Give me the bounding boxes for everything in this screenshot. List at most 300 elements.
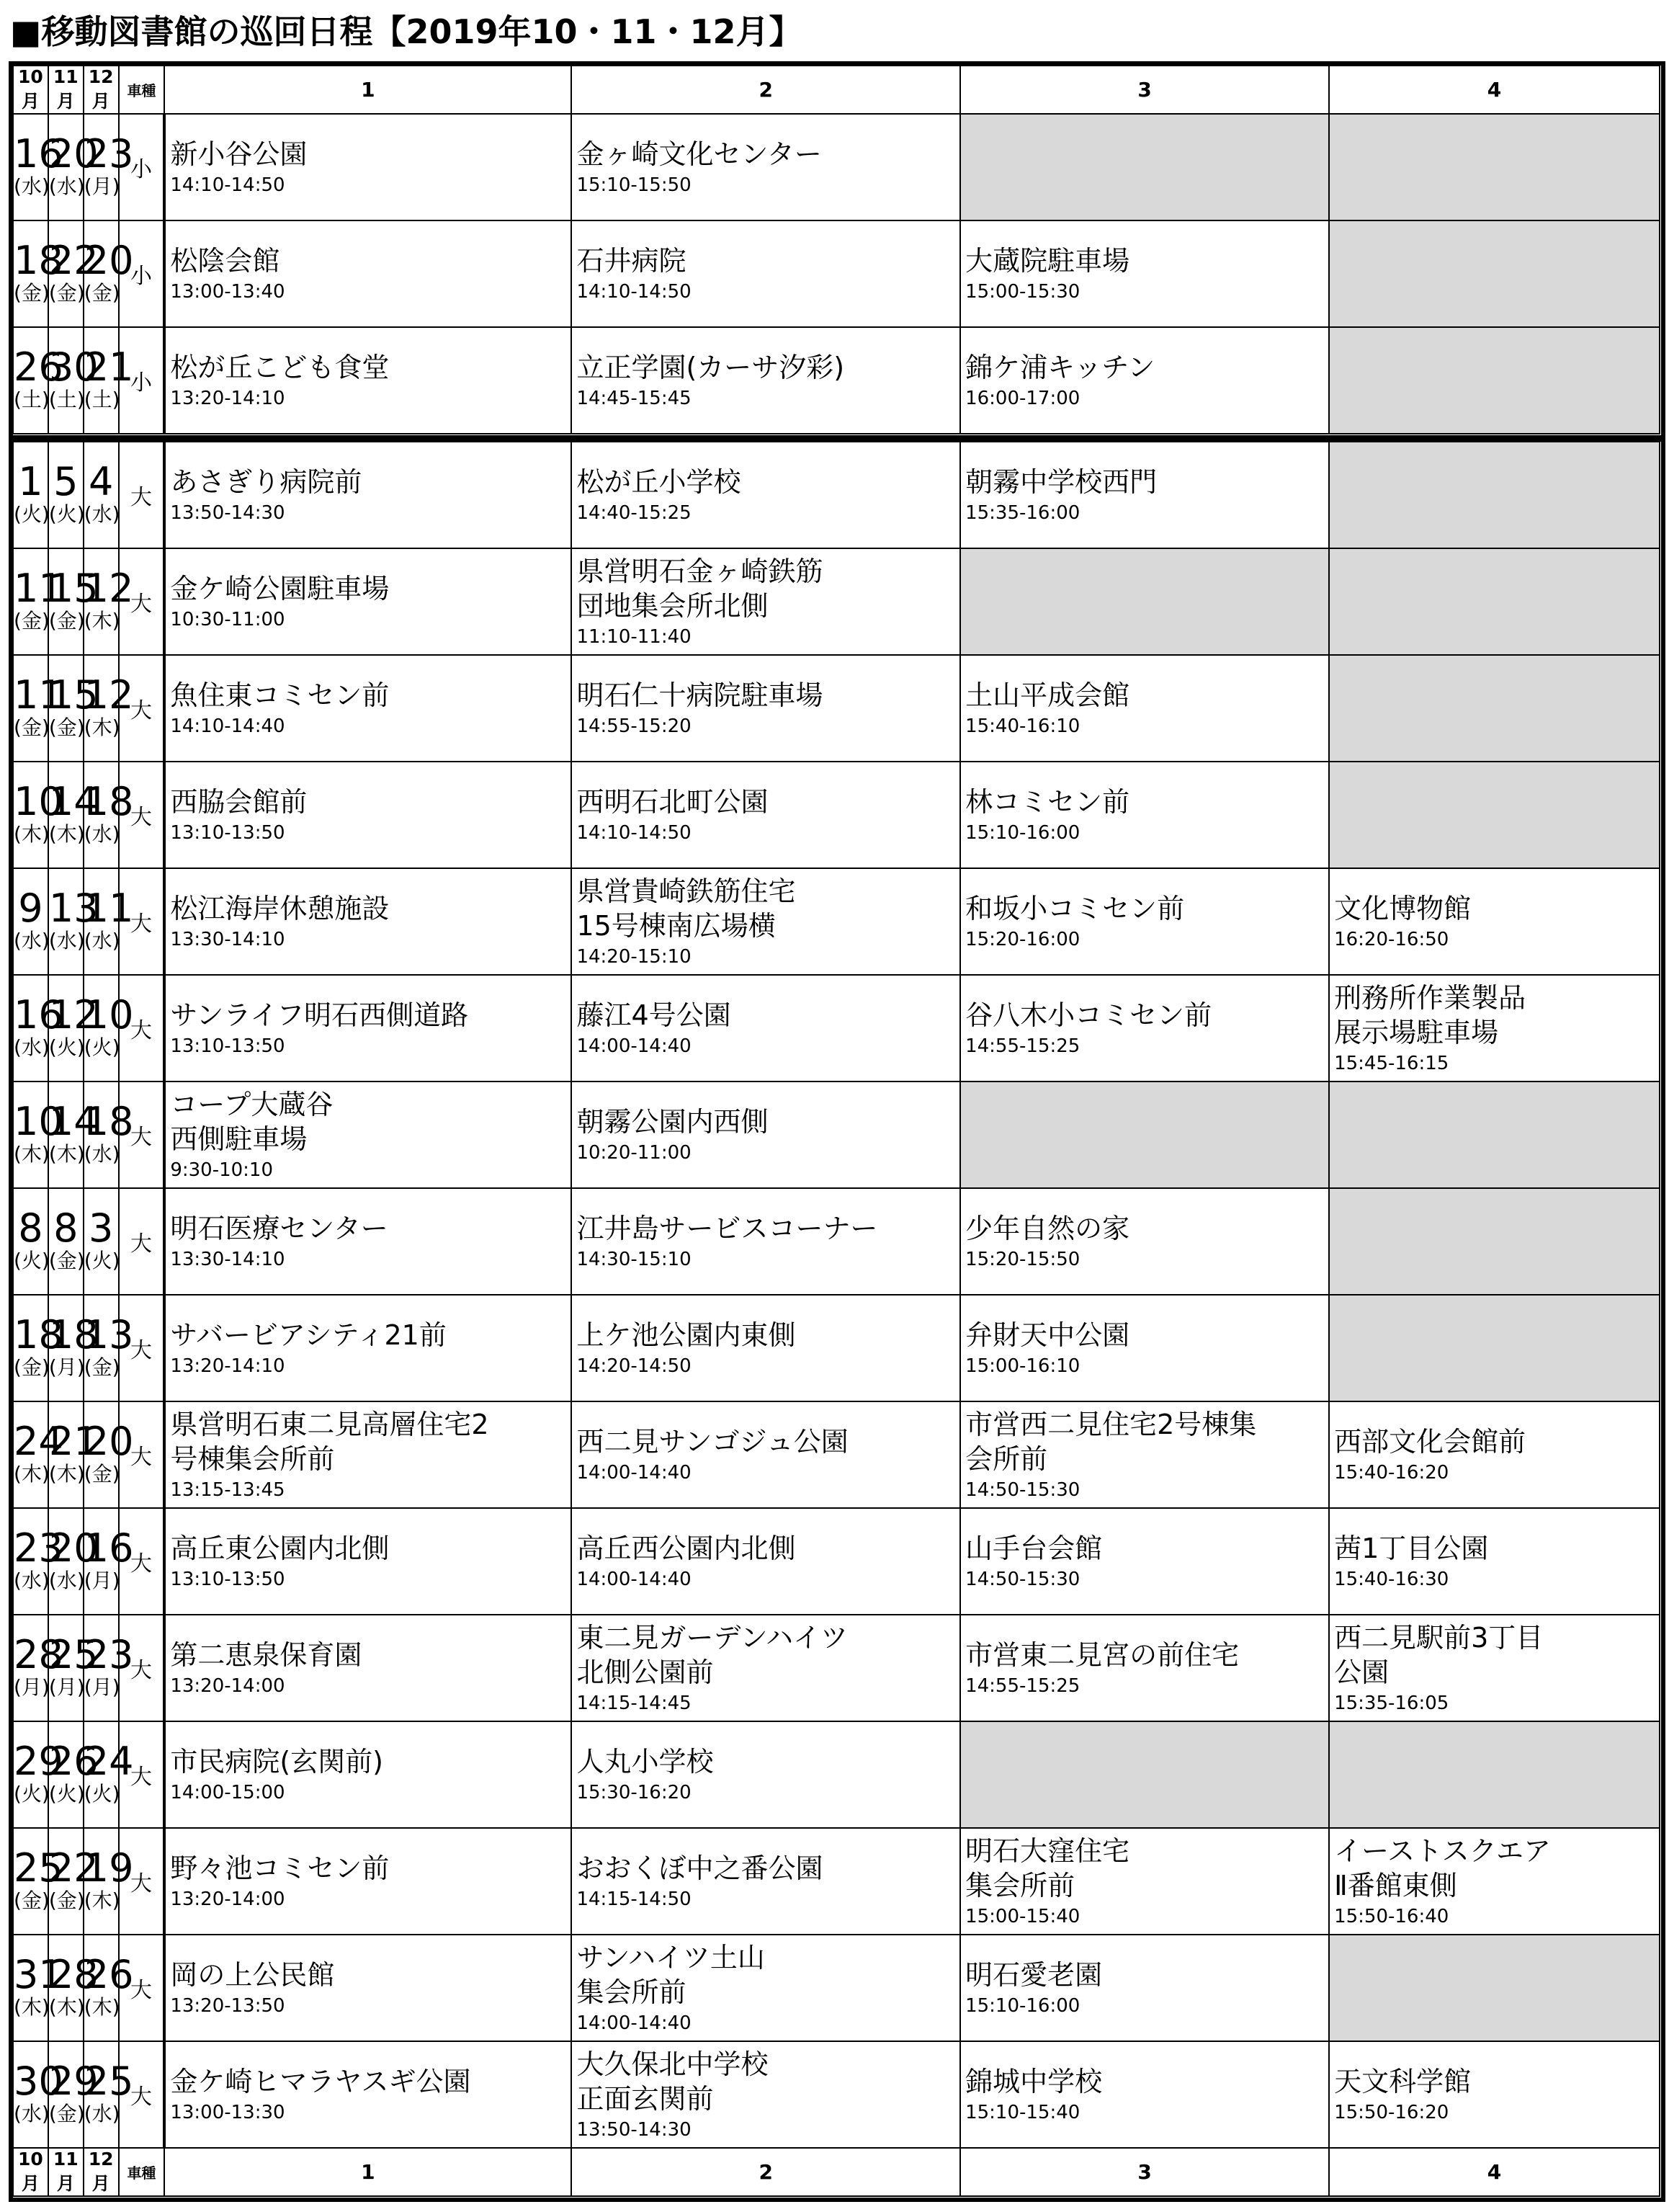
date-cell <box>13 1935 63 2041</box>
stop-time: 13:10-13:50 <box>170 822 285 844</box>
date-cell <box>13 1721 63 1828</box>
stop-name: 第二恵泉保育園 <box>170 1639 362 1671</box>
day-number: 18 <box>14 1312 63 1357</box>
stop-time: 14:10-14:50 <box>576 822 692 844</box>
stop-time: 14:15-14:50 <box>576 1888 692 1910</box>
vehicle-type: 大 <box>119 1721 165 1828</box>
date-cell <box>13 1615 63 1721</box>
stop-cell <box>164 1828 571 1935</box>
stop-name: 朝霧公園内西側 <box>576 1106 769 1138</box>
vehicle-type: 大 <box>119 1188 165 1295</box>
day-number: 8 <box>18 1205 43 1251</box>
day-number: 26 <box>84 1952 134 1997</box>
stop-name: 大久保北中学校 正面玄関前 <box>576 2048 769 2115</box>
day-number: 19 <box>84 1845 134 1891</box>
empty-stop-cell <box>960 548 1329 655</box>
stop-cell <box>571 1615 960 1721</box>
stop-cell <box>960 442 1329 548</box>
day-number: 4 <box>88 459 114 504</box>
date-cell <box>13 1295 63 1401</box>
stop-name: 市営西二見住宅2号棟集 会所前 <box>965 1409 1257 1475</box>
stop-time: 14:00-14:40 <box>576 2012 692 2034</box>
weekday: (木) <box>14 1462 50 1486</box>
date-cell <box>84 1615 134 1721</box>
schedule-row <box>13 868 1660 975</box>
stop-time: 13:00-13:30 <box>170 2102 285 2123</box>
stop-time: 15:40-16:10 <box>965 715 1080 737</box>
day-number: 18 <box>48 1312 99 1357</box>
stop-cell <box>164 1188 571 1295</box>
stop-name: 新小谷公園 <box>170 138 308 170</box>
stop-time: 15:20-16:00 <box>965 929 1080 950</box>
day-number: 24 <box>84 1739 134 1784</box>
weekday: (水) <box>84 502 120 526</box>
weekday: (火) <box>14 502 50 526</box>
stop-cell <box>960 975 1329 1082</box>
stop-name: 和坂小コミセン前 <box>965 893 1185 924</box>
stop-time: 13:00-13:40 <box>170 281 285 303</box>
stop-cell <box>1329 1401 1660 1508</box>
weekday: (月) <box>84 1569 120 1592</box>
day-number: 12 <box>84 672 134 718</box>
weekday: (水) <box>14 1569 50 1592</box>
slot-header: 4 <box>1329 66 1660 114</box>
schedule-row <box>13 1721 1660 1828</box>
day-number: 10 <box>14 779 63 824</box>
stop-cell <box>571 1295 960 1401</box>
stop-time: 14:00-14:40 <box>576 1462 692 1484</box>
weekday: (火) <box>48 502 85 526</box>
date-cell <box>84 1082 134 1188</box>
slot-header: 2 <box>571 66 960 114</box>
date-cell <box>48 442 84 548</box>
day-number: 12 <box>48 992 99 1038</box>
date-cell <box>84 1828 134 1935</box>
day-number: 22 <box>48 238 99 283</box>
schedule-row <box>13 548 1660 655</box>
stop-name: 明石愛老園 <box>965 1959 1103 1991</box>
schedule-row <box>13 975 1660 1082</box>
stop-cell <box>1329 1615 1660 1721</box>
stop-name: 明石仁十病院駐車場 <box>576 679 823 711</box>
weekday: (水) <box>14 174 50 198</box>
weekday: (金) <box>48 281 85 305</box>
stop-cell <box>960 2041 1329 2148</box>
stop-cell <box>164 1082 571 1188</box>
stop-cell <box>164 1721 571 1828</box>
day-number: 13 <box>48 886 99 931</box>
weekday: (水) <box>14 1035 50 1059</box>
stop-time: 14:55-15:25 <box>965 1035 1080 1057</box>
stop-cell <box>164 2041 571 2148</box>
stop-cell <box>164 1615 571 1721</box>
stop-name: 人丸小学校 <box>576 1746 714 1778</box>
weekday: (木) <box>84 715 120 739</box>
date-cell <box>84 1508 134 1615</box>
weekday: (木) <box>48 822 85 846</box>
vehicle-type: 小 <box>119 327 165 434</box>
stop-name: あさぎり病院前 <box>170 466 362 498</box>
date-cell <box>13 442 48 548</box>
weekday: (水) <box>48 929 85 953</box>
stop-time: 14:00-15:00 <box>170 1782 285 1803</box>
slot-header: 1 <box>164 66 571 114</box>
date-cell <box>84 1721 134 1828</box>
date-cell <box>48 1721 99 1828</box>
stop-cell <box>571 114 960 220</box>
stop-cell <box>571 548 960 655</box>
stop-name: 西部文化会館前 <box>1334 1426 1526 1458</box>
slot-header: 3 <box>960 66 1329 114</box>
day-number: 25 <box>84 2059 134 2104</box>
schedule-table-large-vehicle <box>12 441 1660 2197</box>
stop-cell <box>571 220 960 327</box>
day-number: 11 <box>14 672 63 718</box>
stop-cell <box>960 868 1329 975</box>
day-number: 20 <box>48 1525 99 1571</box>
stop-cell <box>164 655 571 762</box>
stop-cell <box>571 762 960 868</box>
stop-time: 15:40-16:30 <box>1334 1569 1449 1590</box>
page-title: ■移動図書館の巡回日程【2019年10・11・12月】 <box>10 12 802 51</box>
stop-cell <box>164 220 571 327</box>
stop-name: 金ケ崎公園駐車場 <box>170 573 390 605</box>
slot-header: 1 <box>164 2148 571 2196</box>
stop-name: 上ケ池公園内東側 <box>576 1319 796 1351</box>
schedule-row <box>13 1082 1660 1188</box>
date-cell <box>84 442 119 548</box>
day-number: 15 <box>48 566 99 611</box>
schedule-row <box>13 2041 1660 2148</box>
weekday: (水) <box>14 2102 50 2126</box>
day-number: 13 <box>84 1312 134 1357</box>
weekday: (水) <box>84 929 120 953</box>
date-cell <box>48 1082 99 1188</box>
stop-cell <box>164 1401 571 1508</box>
day-number: 21 <box>48 1419 99 1464</box>
stop-name: 県営明石東二見高層住宅2 号棟集会所前 <box>170 1409 489 1475</box>
stop-cell <box>960 327 1329 434</box>
stop-name: 西明石北町公園 <box>576 786 769 818</box>
weekday: (木) <box>48 1995 85 2019</box>
date-cell <box>13 1828 63 1935</box>
vehicle-type: 大 <box>119 442 165 548</box>
date-cell <box>84 1935 134 2041</box>
schedule-row <box>13 327 1660 434</box>
day-number: 18 <box>84 1099 134 1144</box>
stop-time: 13:20-14:10 <box>170 388 285 409</box>
stop-name: 魚住東コミセン前 <box>170 679 390 711</box>
stop-name: 明石医療センター <box>170 1213 388 1244</box>
date-cell <box>48 2041 99 2148</box>
schedule-table-small-vehicle <box>12 65 1660 434</box>
stop-time: 14:00-14:40 <box>576 1035 692 1057</box>
stop-time: 15:00-16:10 <box>965 1355 1080 1377</box>
stop-name: 岡の上公民館 <box>170 1959 335 1991</box>
day-number: 1 <box>18 459 43 504</box>
weekday: (木) <box>48 1462 85 1486</box>
vehicle-type: 大 <box>119 1508 165 1615</box>
stop-cell <box>960 220 1329 327</box>
stop-time: 15:35-16:00 <box>965 502 1080 524</box>
stop-cell <box>164 1935 571 2041</box>
stop-name: 松陰会館 <box>170 245 280 277</box>
stop-cell <box>1329 2041 1660 2148</box>
vehicle-header: 車種 <box>119 66 165 114</box>
weekday: (月) <box>84 174 120 198</box>
date-cell <box>84 868 134 975</box>
stop-time: 13:30-14:10 <box>170 929 285 950</box>
stop-time: 14:50-15:30 <box>965 1569 1080 1590</box>
weekday: (月) <box>48 1675 85 1699</box>
weekday: (金) <box>48 2102 85 2126</box>
stop-time: 15:40-16:20 <box>1334 1462 1449 1484</box>
day-number: 23 <box>84 131 134 177</box>
stop-time: 14:10-14:40 <box>170 715 285 737</box>
weekday: (土) <box>84 388 120 411</box>
stop-time: 10:30-11:00 <box>170 609 285 630</box>
weekday: (金) <box>14 715 50 739</box>
stop-name: 土山平成会館 <box>965 679 1130 711</box>
schedule-row <box>13 762 1660 868</box>
stop-name: 刑務所作業製品 展示場駐車場 <box>1334 982 1526 1048</box>
stop-time: 15:20-15:50 <box>965 1249 1080 1270</box>
stop-name: 松が丘小学校 <box>576 466 741 498</box>
weekday: (金) <box>48 609 85 633</box>
date-cell <box>13 975 63 1082</box>
day-number: 22 <box>48 1845 99 1891</box>
weekday: (金) <box>14 1888 50 1912</box>
day-number: 16 <box>14 131 63 177</box>
stop-name: 西脇会館前 <box>170 786 308 818</box>
day-number: 18 <box>14 238 63 283</box>
stop-cell <box>960 762 1329 868</box>
stop-cell <box>571 655 960 762</box>
stop-name: 大蔵院駐車場 <box>965 245 1130 277</box>
day-number: 20 <box>84 238 134 283</box>
stop-time: 16:20-16:50 <box>1334 929 1449 950</box>
date-cell <box>13 1188 48 1295</box>
stop-cell <box>571 2041 960 2148</box>
stop-cell <box>960 1401 1329 1508</box>
date-cell <box>13 114 63 220</box>
stop-name: 金ヶ崎文化センター <box>576 138 822 170</box>
schedule-row <box>13 220 1660 327</box>
empty-stop-cell <box>1329 548 1660 655</box>
stop-name: 西二見サンゴジュ公園 <box>576 1426 849 1458</box>
day-number: 28 <box>14 1632 63 1677</box>
top-header-row <box>13 66 1660 114</box>
stop-time: 15:50-16:20 <box>1334 2102 1449 2123</box>
stop-time: 13:30-14:10 <box>170 1249 285 1270</box>
vehicle-type: 大 <box>119 868 165 975</box>
day-number: 14 <box>48 779 99 824</box>
stop-cell <box>571 1935 960 2041</box>
empty-stop-cell <box>1329 762 1660 868</box>
stop-cell <box>571 1828 960 1935</box>
stop-time: 13:20-14:00 <box>170 1675 285 1697</box>
weekday: (土) <box>14 388 50 411</box>
stop-time: 14:45-15:45 <box>576 388 692 409</box>
stop-name: 金ケ崎ヒマラヤスギ公園 <box>170 2066 471 2097</box>
day-number: 30 <box>48 344 99 390</box>
weekday: (金) <box>14 1355 50 1379</box>
weekday: (木) <box>14 1995 50 2019</box>
vehicle-type: 大 <box>119 1615 165 1721</box>
stop-name: 西二見駅前3丁目 公園 <box>1334 1622 1544 1688</box>
day-number: 9 <box>18 886 43 931</box>
stop-cell <box>164 1295 571 1401</box>
stop-cell <box>960 655 1329 762</box>
stop-name: 山手台会館 <box>965 1533 1103 1564</box>
stop-name: 林コミセン前 <box>965 786 1130 818</box>
day-number: 5 <box>53 459 79 504</box>
stop-time: 9:30-10:10 <box>170 1159 274 1181</box>
stop-name: 松が丘こども食堂 <box>170 352 390 383</box>
date-cell <box>48 327 99 434</box>
day-number: 23 <box>84 1632 134 1677</box>
schedule-row <box>13 1188 1660 1295</box>
stop-cell <box>571 1082 960 1188</box>
weekday: (金) <box>48 715 85 739</box>
weekday: (火) <box>84 1035 120 1059</box>
stop-cell <box>1329 1828 1660 1935</box>
stop-cell <box>164 762 571 868</box>
stop-time: 14:10-14:50 <box>576 281 692 303</box>
date-cell <box>13 1082 63 1188</box>
stop-cell <box>1329 868 1660 975</box>
schedule-row <box>13 1828 1660 1935</box>
stop-time: 15:30-16:20 <box>576 1782 692 1803</box>
stop-name: 県営明石金ヶ崎鉄筋 団地集会所北側 <box>576 556 823 622</box>
date-cell <box>48 868 99 975</box>
weekday: (月) <box>14 1675 50 1699</box>
stop-cell <box>1329 1508 1660 1615</box>
stop-time: 13:20-14:00 <box>170 1888 285 1910</box>
stop-name: 朝霧中学校西門 <box>965 466 1158 498</box>
stop-cell <box>571 327 960 434</box>
date-cell <box>48 1615 99 1721</box>
schedule-row <box>13 655 1660 762</box>
stop-time: 10:20-11:00 <box>576 1142 692 1164</box>
stop-name: サバービアシティ21前 <box>170 1319 447 1351</box>
stop-time: 13:15-13:45 <box>170 1479 285 1501</box>
month-header: 10月 <box>13 66 48 114</box>
bottom-header-row <box>13 2148 1660 2196</box>
date-cell <box>13 1401 63 1508</box>
stop-time: 14:50-15:30 <box>965 1479 1080 1501</box>
vehicle-type: 小 <box>119 220 165 327</box>
weekday: (火) <box>14 1782 50 1806</box>
empty-stop-cell <box>1329 1935 1660 2041</box>
vehicle-type: 大 <box>119 975 165 1082</box>
stop-time: 13:10-13:50 <box>170 1035 285 1057</box>
stop-name: 谷八木小コミセン前 <box>965 999 1212 1031</box>
empty-stop-cell <box>1329 442 1660 548</box>
stop-time: 13:50-14:30 <box>576 2119 692 2141</box>
weekday: (水) <box>84 822 120 846</box>
stop-name: 松江海岸休憩施設 <box>170 893 390 924</box>
date-cell <box>48 220 99 327</box>
day-number: 3 <box>88 1205 114 1251</box>
vehicle-header: 車種 <box>119 2148 165 2196</box>
vehicle-type: 小 <box>119 114 165 220</box>
stop-name: サンハイツ土山 集会所前 <box>576 1942 765 2008</box>
schedule-row <box>13 1508 1660 1615</box>
day-number: 11 <box>14 566 63 611</box>
day-number: 25 <box>14 1845 63 1891</box>
stop-cell <box>571 1508 960 1615</box>
stop-cell <box>164 442 571 548</box>
stop-name: 高丘東公園内北側 <box>170 1533 390 1564</box>
weekday: (土) <box>48 388 85 411</box>
stop-cell <box>960 1615 1329 1721</box>
empty-stop-cell <box>1329 220 1660 327</box>
stop-time: 15:10-16:00 <box>965 822 1080 844</box>
weekday: (火) <box>84 1249 120 1272</box>
date-cell <box>48 1508 99 1615</box>
stop-name: おおくぼ中之番公園 <box>576 1852 823 1884</box>
date-cell <box>48 762 99 868</box>
stop-time: 13:10-13:50 <box>170 1569 285 1590</box>
vehicle-type: 大 <box>119 548 165 655</box>
date-cell <box>13 1508 63 1615</box>
weekday: (木) <box>14 822 50 846</box>
stop-cell <box>1329 975 1660 1082</box>
empty-stop-cell <box>1329 1295 1660 1401</box>
day-number: 31 <box>14 1952 63 1997</box>
month-header: 11月 <box>48 2148 84 2196</box>
stop-name: 東二見ガーデンハイツ 北側公園前 <box>576 1622 849 1688</box>
weekday: (水) <box>48 174 85 198</box>
stop-cell <box>960 1508 1329 1615</box>
day-number: 8 <box>53 1205 79 1251</box>
schedule-row <box>13 1295 1660 1401</box>
stop-cell <box>960 1188 1329 1295</box>
weekday: (木) <box>48 1142 85 1166</box>
stop-name: 文化博物館 <box>1334 893 1472 924</box>
stop-time: 15:00-15:30 <box>965 281 1080 303</box>
day-number: 12 <box>84 566 134 611</box>
day-number: 24 <box>14 1419 63 1464</box>
date-cell <box>84 327 134 434</box>
stop-time: 16:00-17:00 <box>965 388 1080 409</box>
stop-cell <box>164 548 571 655</box>
stop-cell <box>571 975 960 1082</box>
stop-name: 市民病院(玄関前) <box>170 1746 383 1778</box>
day-number: 29 <box>14 1739 63 1784</box>
stop-time: 11:10-11:40 <box>576 626 692 648</box>
schedule-row <box>13 1935 1660 2041</box>
date-cell <box>48 1935 99 2041</box>
stop-time: 15:45-16:15 <box>1334 1053 1449 1074</box>
stop-name: 弁財天中公園 <box>965 1319 1130 1351</box>
stop-time: 15:10-16:00 <box>965 1995 1080 2017</box>
empty-stop-cell <box>960 1721 1329 1828</box>
day-number: 26 <box>48 1739 99 1784</box>
stop-name: 野々池コミセン前 <box>170 1852 390 1884</box>
date-cell <box>48 1295 99 1401</box>
weekday: (金) <box>48 1888 85 1912</box>
day-number: 11 <box>84 886 134 931</box>
stop-name: 石井病院 <box>576 245 686 277</box>
weekday: (水) <box>84 1142 120 1166</box>
stop-name: コープ大蔵谷 西側駐車場 <box>170 1089 334 1155</box>
weekday: (水) <box>14 929 50 953</box>
weekday: (水) <box>48 1569 85 1592</box>
empty-stop-cell <box>1329 1721 1660 1828</box>
vehicle-type: 大 <box>119 1082 165 1188</box>
